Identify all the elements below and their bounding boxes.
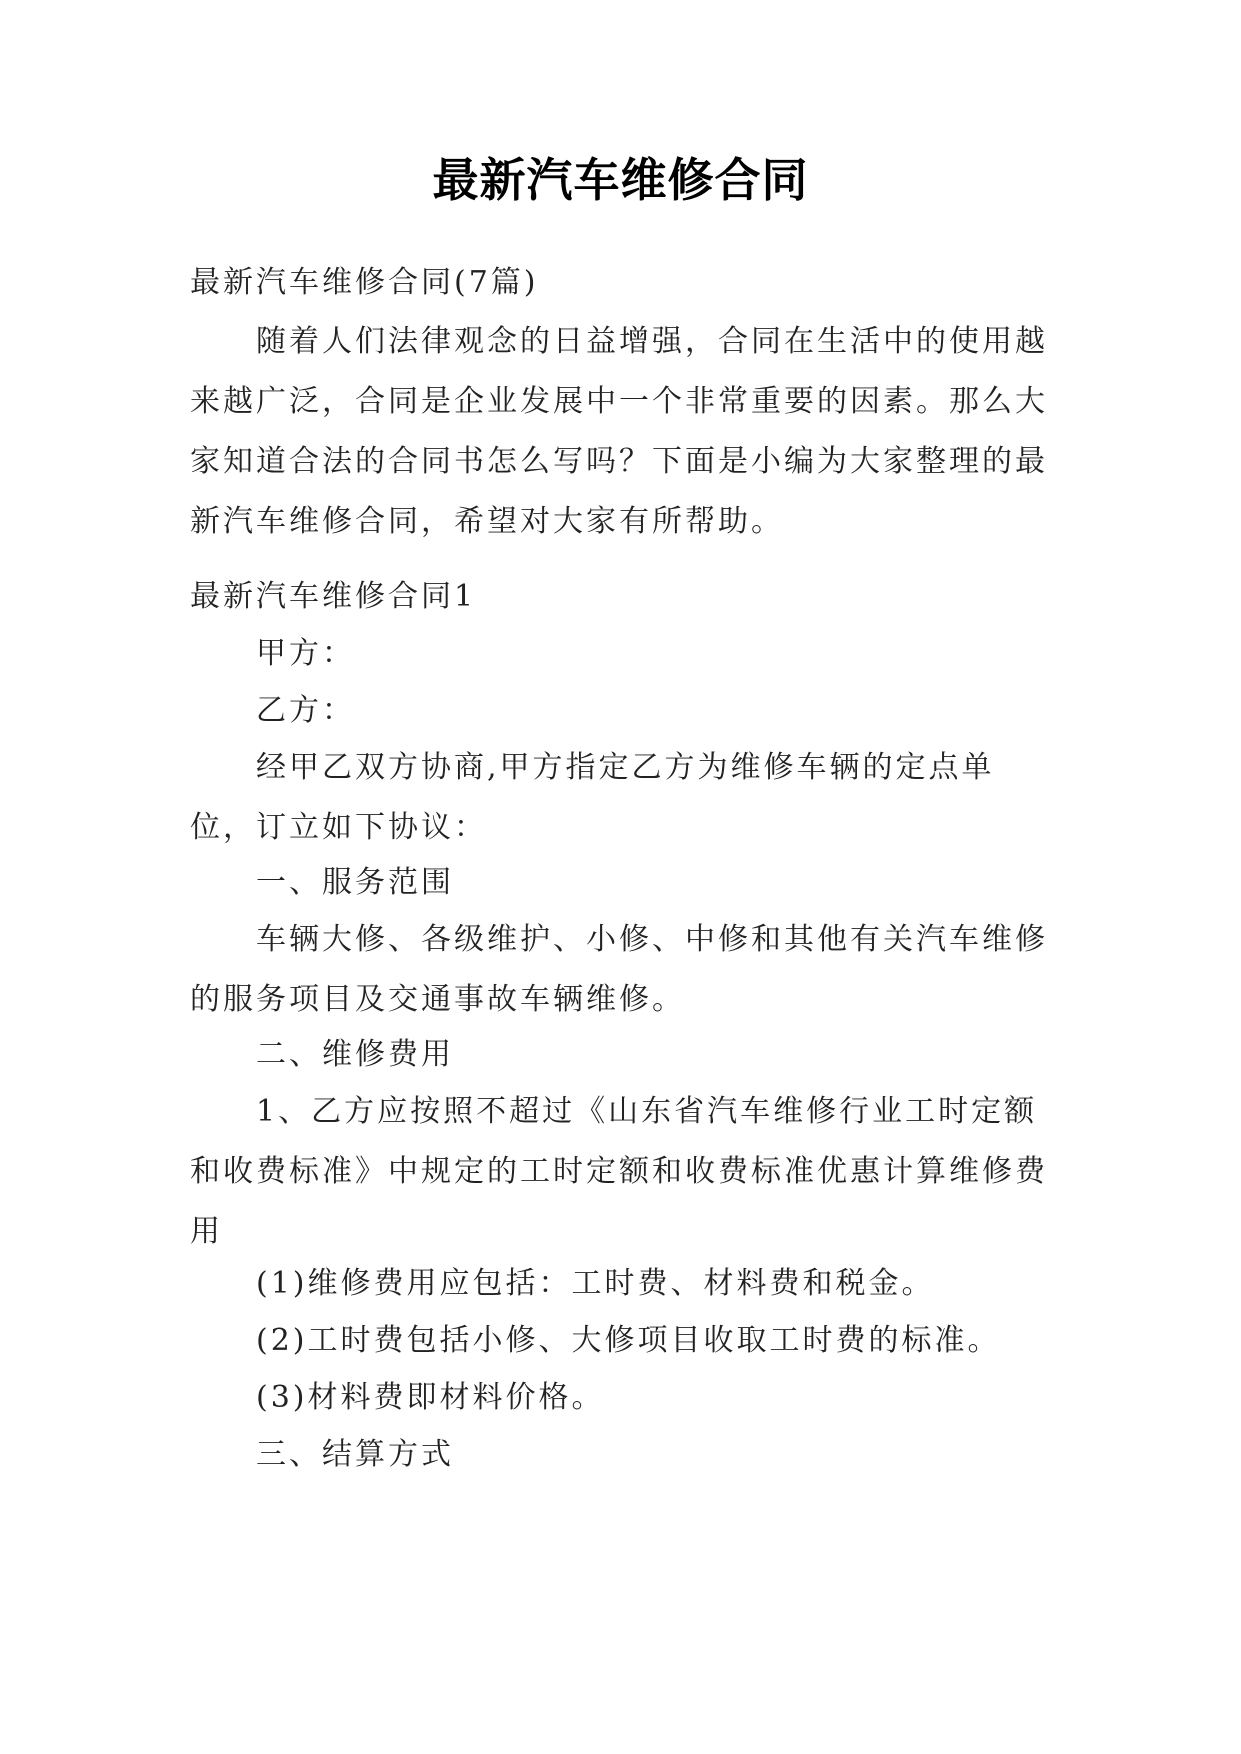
list-item-2: (2)工时费包括小修、大修项目收取工时费的标准。 <box>256 1323 1001 1358</box>
clause-heading-3: 三、结算方式 <box>256 1437 454 1472</box>
clause-paragraph-2: 1、乙方应按照不超过《山东省汽车维修行业工时定额和收费标准》中规定的工时定额和收费标准优惠计算维修费用 <box>190 1094 1048 1249</box>
list-item-3: (3)材料费即材料价格。 <box>256 1380 605 1415</box>
list-item-1: (1)维修费用应包括：工时费、材料费和税金。 <box>256 1266 935 1301</box>
clause-heading-2: 二、维修费用 <box>256 1037 454 1072</box>
section-heading: 最新汽车维修合同1 <box>190 579 477 614</box>
document-subtitle: 最新汽车维修合同(7篇) <box>190 265 539 300</box>
agreement-paragraph: 经甲乙双方协商,甲方指定乙方为维修车辆的定点单位，订立如下协议： <box>190 750 995 845</box>
party-a-label: 甲方： <box>256 636 355 671</box>
clause-heading-1: 一、服务范围 <box>256 865 454 900</box>
intro-paragraph: 随着人们法律观念的日益增强，合同在生活中的使用越来越广泛，合同是企业发展中一个非常重要的因素。那么大家知道合法的合同书怎么写吗？下面是小编为大家整理的最新汽车维修合同，希望对大家有所帮助。 <box>190 324 1048 539</box>
clause-paragraph-1: 车辆大修、各级维护、小修、中修和其他有关汽车维修的服务项目及交通事故车辆维修。 <box>190 922 1048 1017</box>
document-title: 最新汽车维修合同 <box>432 153 809 207</box>
party-b-label: 乙方： <box>256 693 355 728</box>
